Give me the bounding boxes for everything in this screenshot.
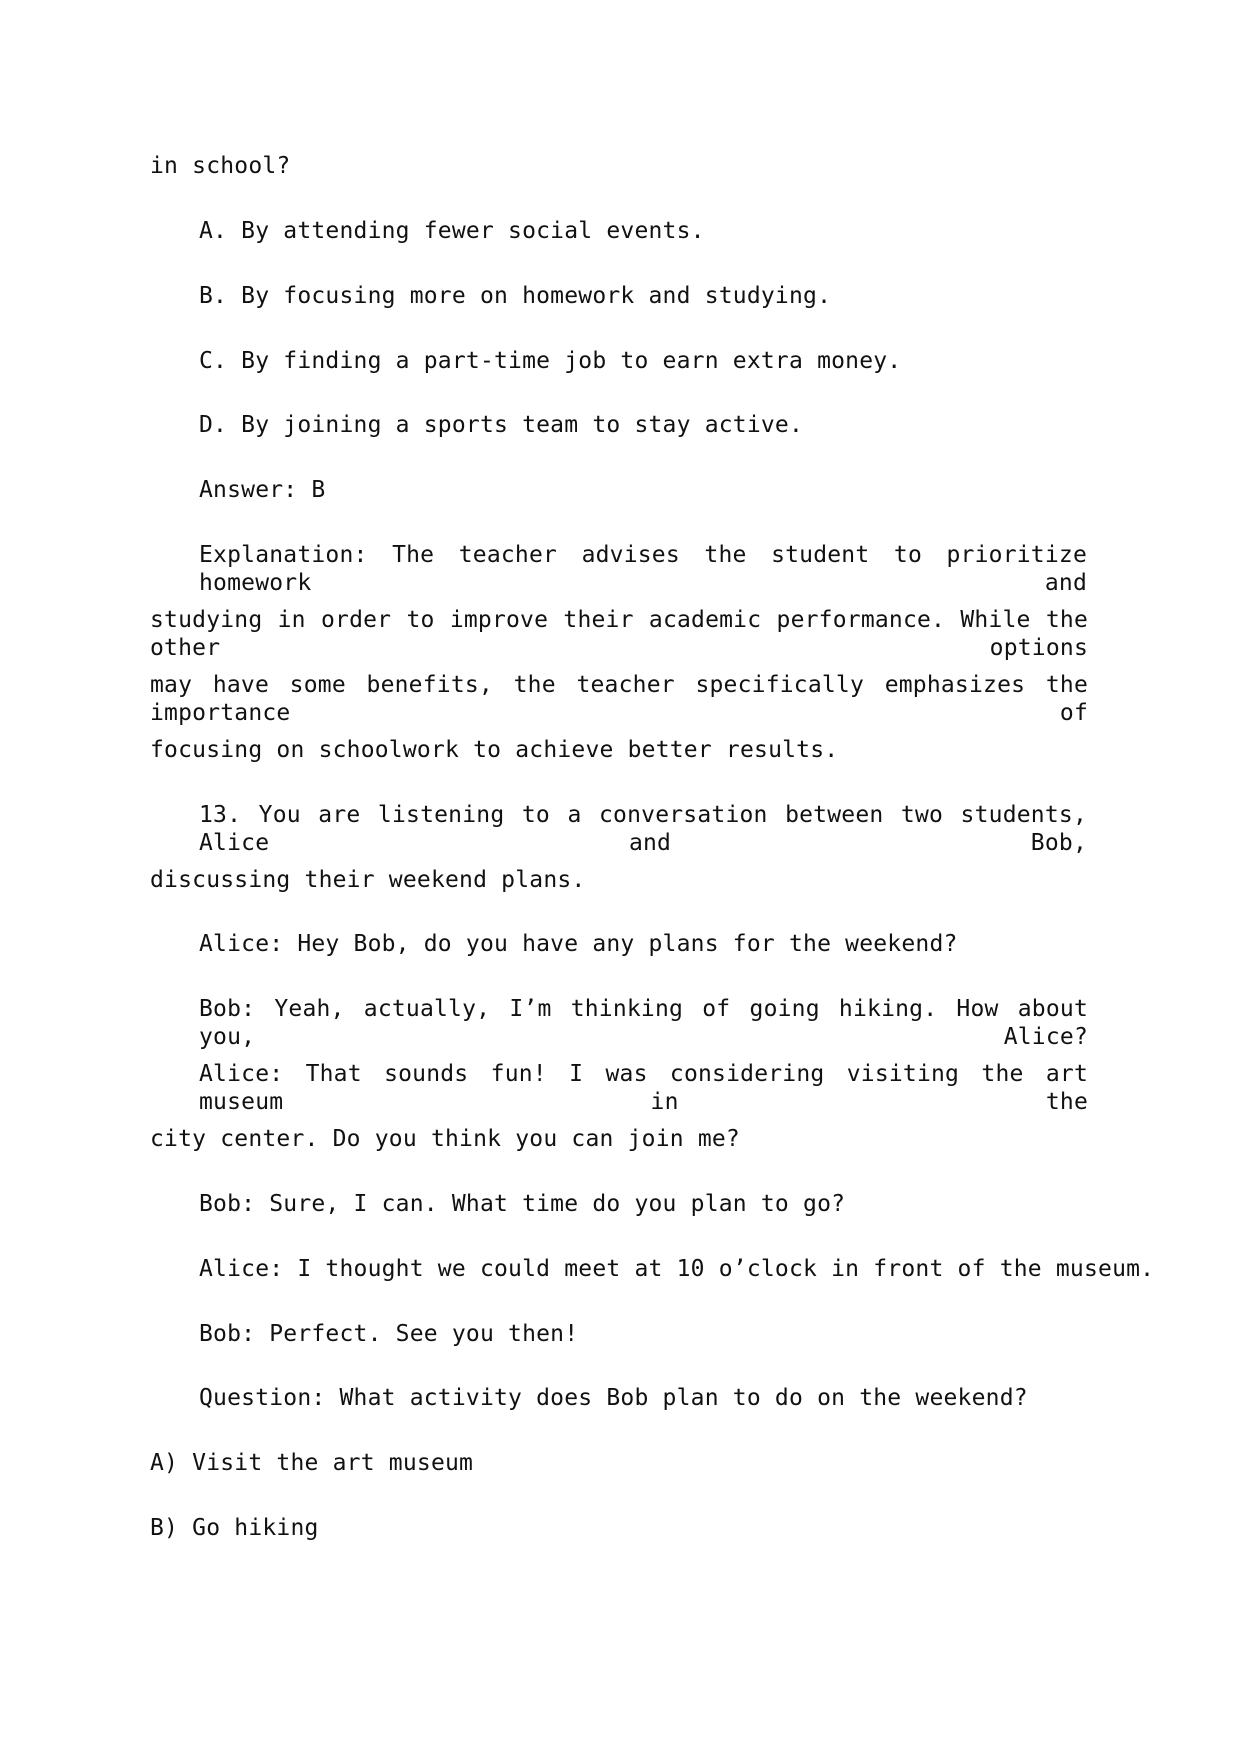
question-13-intro-line-2: discussing their weekend plans.	[150, 867, 586, 893]
dialogue-line: Alice: I thought we could meet at 10 o’clock in front of the museum.	[199, 1256, 1155, 1282]
dialogue-line-continuation: city center. Do you think you can join me?	[150, 1126, 740, 1152]
answer-line: Answer: B	[199, 477, 326, 503]
dialogue-line: Alice: That sounds fun! I was considering visiting the art museum in the	[199, 1061, 1088, 1115]
question-13-intro-line-1: 13. You are listening to a conversation between two students, Alice and Bob,	[199, 802, 1087, 856]
option-a: A. By attending fewer social events.	[199, 218, 705, 244]
option-d: D. By joining a sports team to stay active.	[199, 412, 804, 438]
question-line: Question: What activity does Bob plan to do on the weekend?	[199, 1385, 1028, 1411]
option-b: B. By focusing more on homework and studying.	[199, 283, 832, 309]
dialogue-line: Bob: Sure, I can. What time do you plan to go?	[199, 1191, 846, 1217]
question-continuation: in school?	[150, 153, 291, 179]
answer-option-b: B) Go hiking	[150, 1515, 319, 1541]
answer-option-a: A) Visit the art museum	[150, 1450, 474, 1476]
dialogue-line: Bob: Perfect. See you then!	[199, 1321, 579, 1347]
explanation-line-2: studying in order to improve their academic performance. While the other options	[150, 607, 1088, 661]
explanation-line-4: focusing on schoolwork to achieve better results.	[150, 737, 839, 763]
dialogue-line: Bob: Yeah, actually, I’m thinking of going hiking. How about you, Alice?	[199, 996, 1088, 1050]
explanation-line-1: Explanation: The teacher advises the student to prioritize homework and	[199, 542, 1087, 596]
option-c: C. By finding a part-time job to earn extra money.	[199, 348, 902, 374]
explanation-line-3: may have some benefits, the teacher specifically emphasizes the importance of	[150, 672, 1088, 726]
dialogue-line: Alice: Hey Bob, do you have any plans for the weekend?	[199, 931, 958, 957]
